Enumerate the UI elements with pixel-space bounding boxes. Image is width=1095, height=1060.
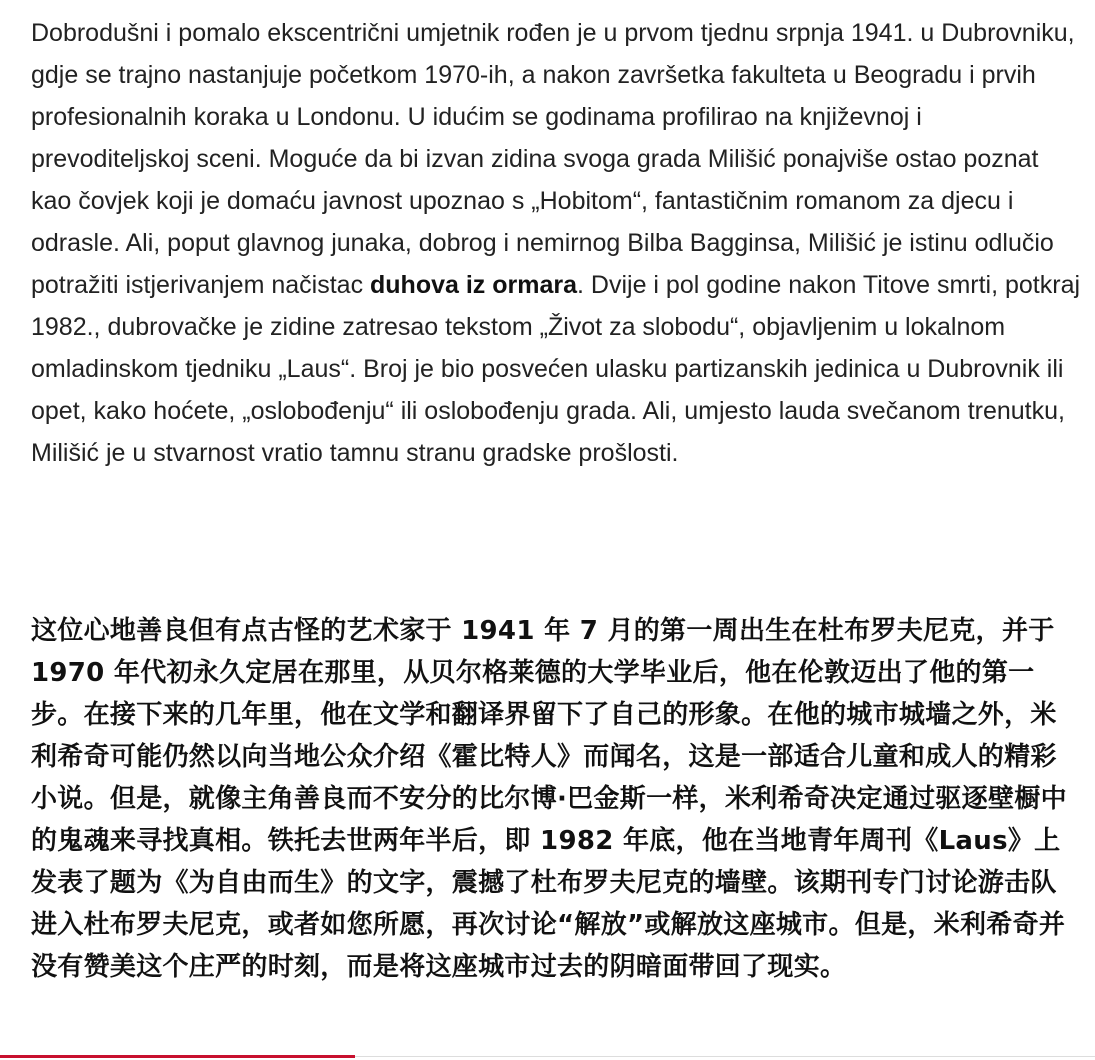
paragraph-chinese-translation: 这位心地善良但有点古怪的艺术家于 1941 年 7 月的第一周出生在杜布罗夫尼克，并于 1970 年代初永久定居在那里，从贝尔格莱德的大学毕业后，他在伦敦迈出了他的第一步。在接下来的几年里，他在文学和翻译界留下了自己的形象。在他的城市城墙之外，米利希奇可能仍然以向当地公众介绍《霍比特人》而闻名，这是一部适合儿童和成人的精彩小说。但是，就像主角善良而不安分的比尔博·巴金斯一样，米利希奇决定通过驱逐壁橱中的鬼魂来寻找真相。铁托去世两年半后，即 1982 年底，他在当地青年周刊《Laus》上发表了题为《为自由而生》的文字，震撼了杜布罗夫尼克的墙壁。该期刊专门讨论游击队进入杜布罗夫尼克，或者如您所愿，再次讨论“解放”或解放这座城市。但是，米利希奇并没有赞美这个庄严的时刻，而是将这座城市过去的阴暗面带回了现实。 bbox=[31, 616, 1067, 982]
paragraph-croatian bbox=[31, 12, 1081, 474]
progress-accent-rule bbox=[0, 1055, 355, 1058]
paragraph-croatian-text-1: Dobrodušni i pomalo ekscentrični umjetnik rođen je u prvom tjednu srpnja 1941. u Dubrovniku, gdje se trajno nastanjuje početkom 1970-ih, a nakon završetka fakulteta u Beogradu i prvih profesionalnih koraka u Londonu. U idućim se godinama profilirao na književnoj i prevoditeljskoj sceni. Moguće da bi izvan zidina svoga grada Milišić ponajviše ostao poznat kao čovjek koji je domaću javnost upoznao s „Hobitom“, fantastičnim romanom za djecu i odrasle. Ali, poput glavnog junaka, dobrog i nemirnog Bilba Bagginsa, Milišić je istinu odlučio potražiti istjerivanjem načistac bbox=[31, 19, 1075, 299]
bottom-divider bbox=[355, 1056, 1095, 1057]
paragraph-croatian-text-2: . Dvije i pol godine nakon Titove smrti, potkraj 1982., dubrovačke je zidine zatresao tekstom „Život za slobodu“, objavljenim u lokalnom omladinskom tjedniku „Laus“. Broj je bio posvećen ulasku partizanskih jedinica u Dubrovnik ili opet, kako hoćete, „oslobođenju“ ili oslobođenju grada. Ali, umjesto lauda svečanom trenutku, Milišić je u stvarnost vratio tamnu stranu gradske prošlosti. bbox=[31, 271, 1081, 467]
bold-phrase-duhova-iz-ormara: duhova iz ormara bbox=[370, 271, 578, 299]
